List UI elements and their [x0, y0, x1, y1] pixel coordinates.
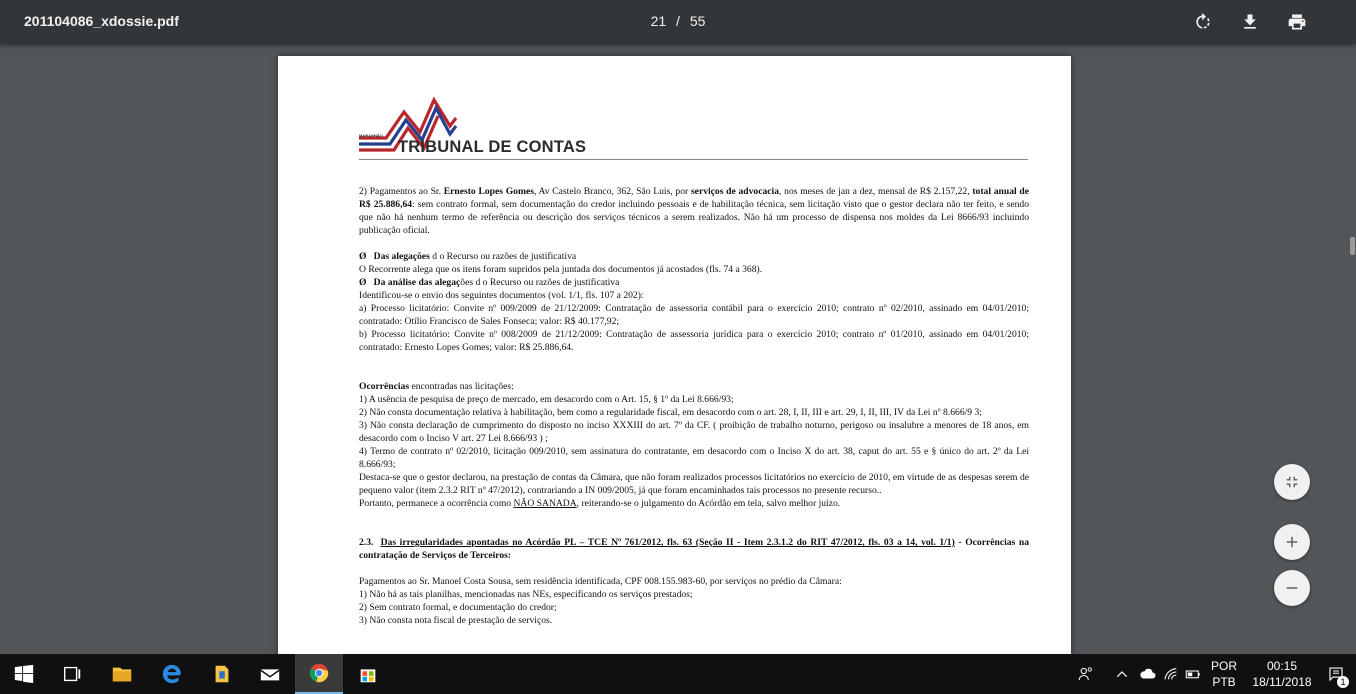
occurrence-item: 4) Termo de contrato nº 02/2010, licitação 009/2010, sem assinatura do contratante, em desacordo com o Inciso X do art. 38, caput do art. 55 e § único do art. 2º da Lei 8.666/93;	[359, 446, 1029, 470]
analysis-line: Identificou-se o envio dos seguintes documentos (vol. 1/1, fls. 107 a 202):	[359, 290, 644, 301]
task-view-icon	[61, 663, 83, 685]
total-pages: 55	[689, 13, 706, 29]
minus-icon	[1283, 579, 1301, 597]
page-separator: /	[676, 13, 680, 29]
system-clock[interactable]: 00:15 18/11/2018	[1252, 659, 1312, 689]
allegations-text: O Recorrente alega que os itens foram supridos pela juntada dos documentos já acostados (fls. 74 a 368).	[359, 264, 763, 275]
print-button[interactable]	[1283, 8, 1311, 36]
mail-icon	[259, 663, 281, 685]
onedrive-button[interactable]	[1136, 654, 1160, 694]
occurrence-note: Destaca-se que o gestor declarou, na prestação de contas da Câmara, que não foram realizados processos licitatórios no exercício de 2010, em virtude de as despesas serem de pequeno valor (item 2.3.2 RIT nº 47/2012), contrariando a IN 009/2005, já que foram encaminhados tais processos no presente recurso..	[359, 472, 1029, 496]
occurrence-item: 2) Não consta documentação relativa à habilitação, bem como a regularidade fiscal, em desacordo com o art. 28, I, II, III e art. 29, I, II, III, IV da Lei nº 8.666/9 3;	[359, 407, 982, 418]
folder-icon	[111, 663, 133, 685]
input-language[interactable]: POR PTB	[1210, 659, 1237, 689]
rotate-icon	[1193, 12, 1213, 32]
download-button[interactable]	[1236, 8, 1264, 36]
download-icon	[1240, 12, 1260, 32]
fit-page-button[interactable]	[1274, 464, 1310, 500]
store-button[interactable]	[344, 654, 392, 694]
fit-to-page-icon	[1283, 473, 1301, 491]
rotate-button[interactable]	[1189, 8, 1217, 36]
analysis-line: a) Processo licitatório: Convite nº 009/2009 de 21/12/2009: Contratação de assessoria contábil para o exercício 2010; contrato nº 02/2010, assinado em 04/01/2010; contratado: Otílio Francisco de Sales Fonseca; valor: R$ 40.177,92;	[359, 303, 1029, 327]
task-view-button[interactable]	[48, 654, 96, 694]
edge-icon	[161, 663, 183, 685]
people-icon	[1077, 665, 1095, 683]
zoom-out-button[interactable]	[1274, 570, 1310, 606]
zoom-in-button[interactable]	[1274, 524, 1310, 560]
print-icon	[1287, 12, 1307, 32]
wifi-icon	[1163, 666, 1179, 682]
windows-taskbar	[0, 654, 1356, 694]
people-button[interactable]	[1074, 654, 1098, 694]
pdf-viewer[interactable]	[0, 44, 1356, 654]
store-icon	[357, 663, 379, 685]
section-title: 2.3. Das irregularidades apontadas no Acórdão PL – TCE Nº 761/2012, fls. 63 (Seção II - Item 2.3.1.2 do RIT 47/2012, fls. 03 a 14, vol. 1/1) - Ocorrências na contratação de Serviços de Terceiros:	[359, 537, 1030, 561]
document-icon	[211, 663, 233, 685]
battery-button[interactable]	[1182, 654, 1204, 694]
pdf-toolbar	[0, 0, 1356, 44]
payments-item: 1) Não há as tais planilhas, mencionadas nas NEs, especificando os serviços prestados;	[359, 589, 693, 600]
payments-item: 3) Não consta nota fiscal de prestação de serviços.	[359, 615, 553, 626]
analysis-heading: Ø Da análise das alegações d o Recurso ou razões de justificativa	[359, 277, 620, 288]
current-page[interactable]: 21	[650, 13, 667, 29]
occurrence-item: 1) A usência de pesquisa de preço de mercado, em desacordo com o Art. 15, § 1º da Lei 8.666/93;	[359, 394, 734, 405]
header-rule	[359, 159, 1028, 160]
file-explorer-button[interactable]	[98, 654, 146, 694]
occurrences-heading: Ocorrências encontradas nas licitações:	[359, 381, 514, 392]
paragraph-payments-ernesto: 2) Pagamentos ao Sr. Ernesto Lopes Gomes, Av Castelo Branco, 362, São Luis, por serviços de advocacia, nos meses de jan a dez, mensal de R$ 2.157,22, total anual de R$ 25.886,64: sem contrato formal, sem documentação do credor incluindo pessoais e de habilitação técnica, sem licitação visto que o gestor declara não ter feito, e sendo que não há nenhum termo de referência ou descrição dos serviços técnicos a serem realizados. Não há um processo de dispensa nos moldes da Lei 8666/93 incluindo publicação oficial.	[359, 186, 1029, 236]
logo-name: TRIBUNAL DE CONTAS	[398, 138, 587, 156]
windows-logo-icon	[13, 663, 35, 685]
analysis-line: b) Processo licitatório: Convite nº 008/2009 de 21/12/2009: Contratação de assessoria jurídica para o exercício 2010; contrato nº 01/2010, assinado em 04/01/2010; contratado: Ernesto Lopes Gomes; valor: R$ 25.886,64.	[359, 329, 1029, 353]
file-title: 201104086_xdossie.pdf	[24, 13, 179, 29]
logo-state: MARANHÃO	[359, 133, 383, 138]
start-button[interactable]	[0, 654, 48, 694]
network-button[interactable]	[1160, 654, 1182, 694]
plus-icon	[1283, 533, 1301, 551]
occurrence-conclusion: Portanto, permanece a ocorrência como NÃO SANADA, reiterando-se o julgamento do Acórdão em tela, salvo melhor juízo.	[359, 498, 841, 509]
notification-count: 1	[1337, 676, 1349, 688]
cloud-icon	[1139, 665, 1157, 683]
document-body	[359, 185, 1029, 627]
pdf-page	[278, 56, 1071, 654]
show-hidden-icons-button[interactable]	[1112, 654, 1132, 694]
files-app-button[interactable]	[198, 654, 246, 694]
chrome-button[interactable]	[295, 654, 343, 694]
allegations-heading: Ø Das alegações d o Recurso ou razões de justificativa	[359, 251, 577, 262]
scroll-thumb[interactable]	[1350, 237, 1355, 255]
action-center-button[interactable]	[1322, 654, 1350, 694]
page-indicator	[600, 13, 756, 29]
chrome-icon	[308, 662, 330, 684]
occurrence-item: 3) Não consta declaração de cumprimento do disposto no inciso XXXIII do art. 7º da CF. ( proibição de trabalho noturno, perigoso ou insalubre a menores de 18 anos, em desacordo com o Inciso V art. 27 Lei 8.666/93 ) ;	[359, 420, 1029, 444]
scrollbar[interactable]	[1348, 44, 1356, 654]
chevron-up-icon	[1114, 666, 1130, 682]
mail-button[interactable]	[246, 654, 294, 694]
payments-manoel: Pagamentos ao Sr. Manoel Costa Sousa, sem residência identificada, CPF 008.155.983-60, por serviços no prédio da Câmara:	[359, 576, 842, 587]
battery-icon	[1184, 665, 1202, 683]
edge-button[interactable]	[148, 654, 196, 694]
payments-item: 2) Sem contrato formal, e documentação do credor;	[359, 602, 557, 613]
